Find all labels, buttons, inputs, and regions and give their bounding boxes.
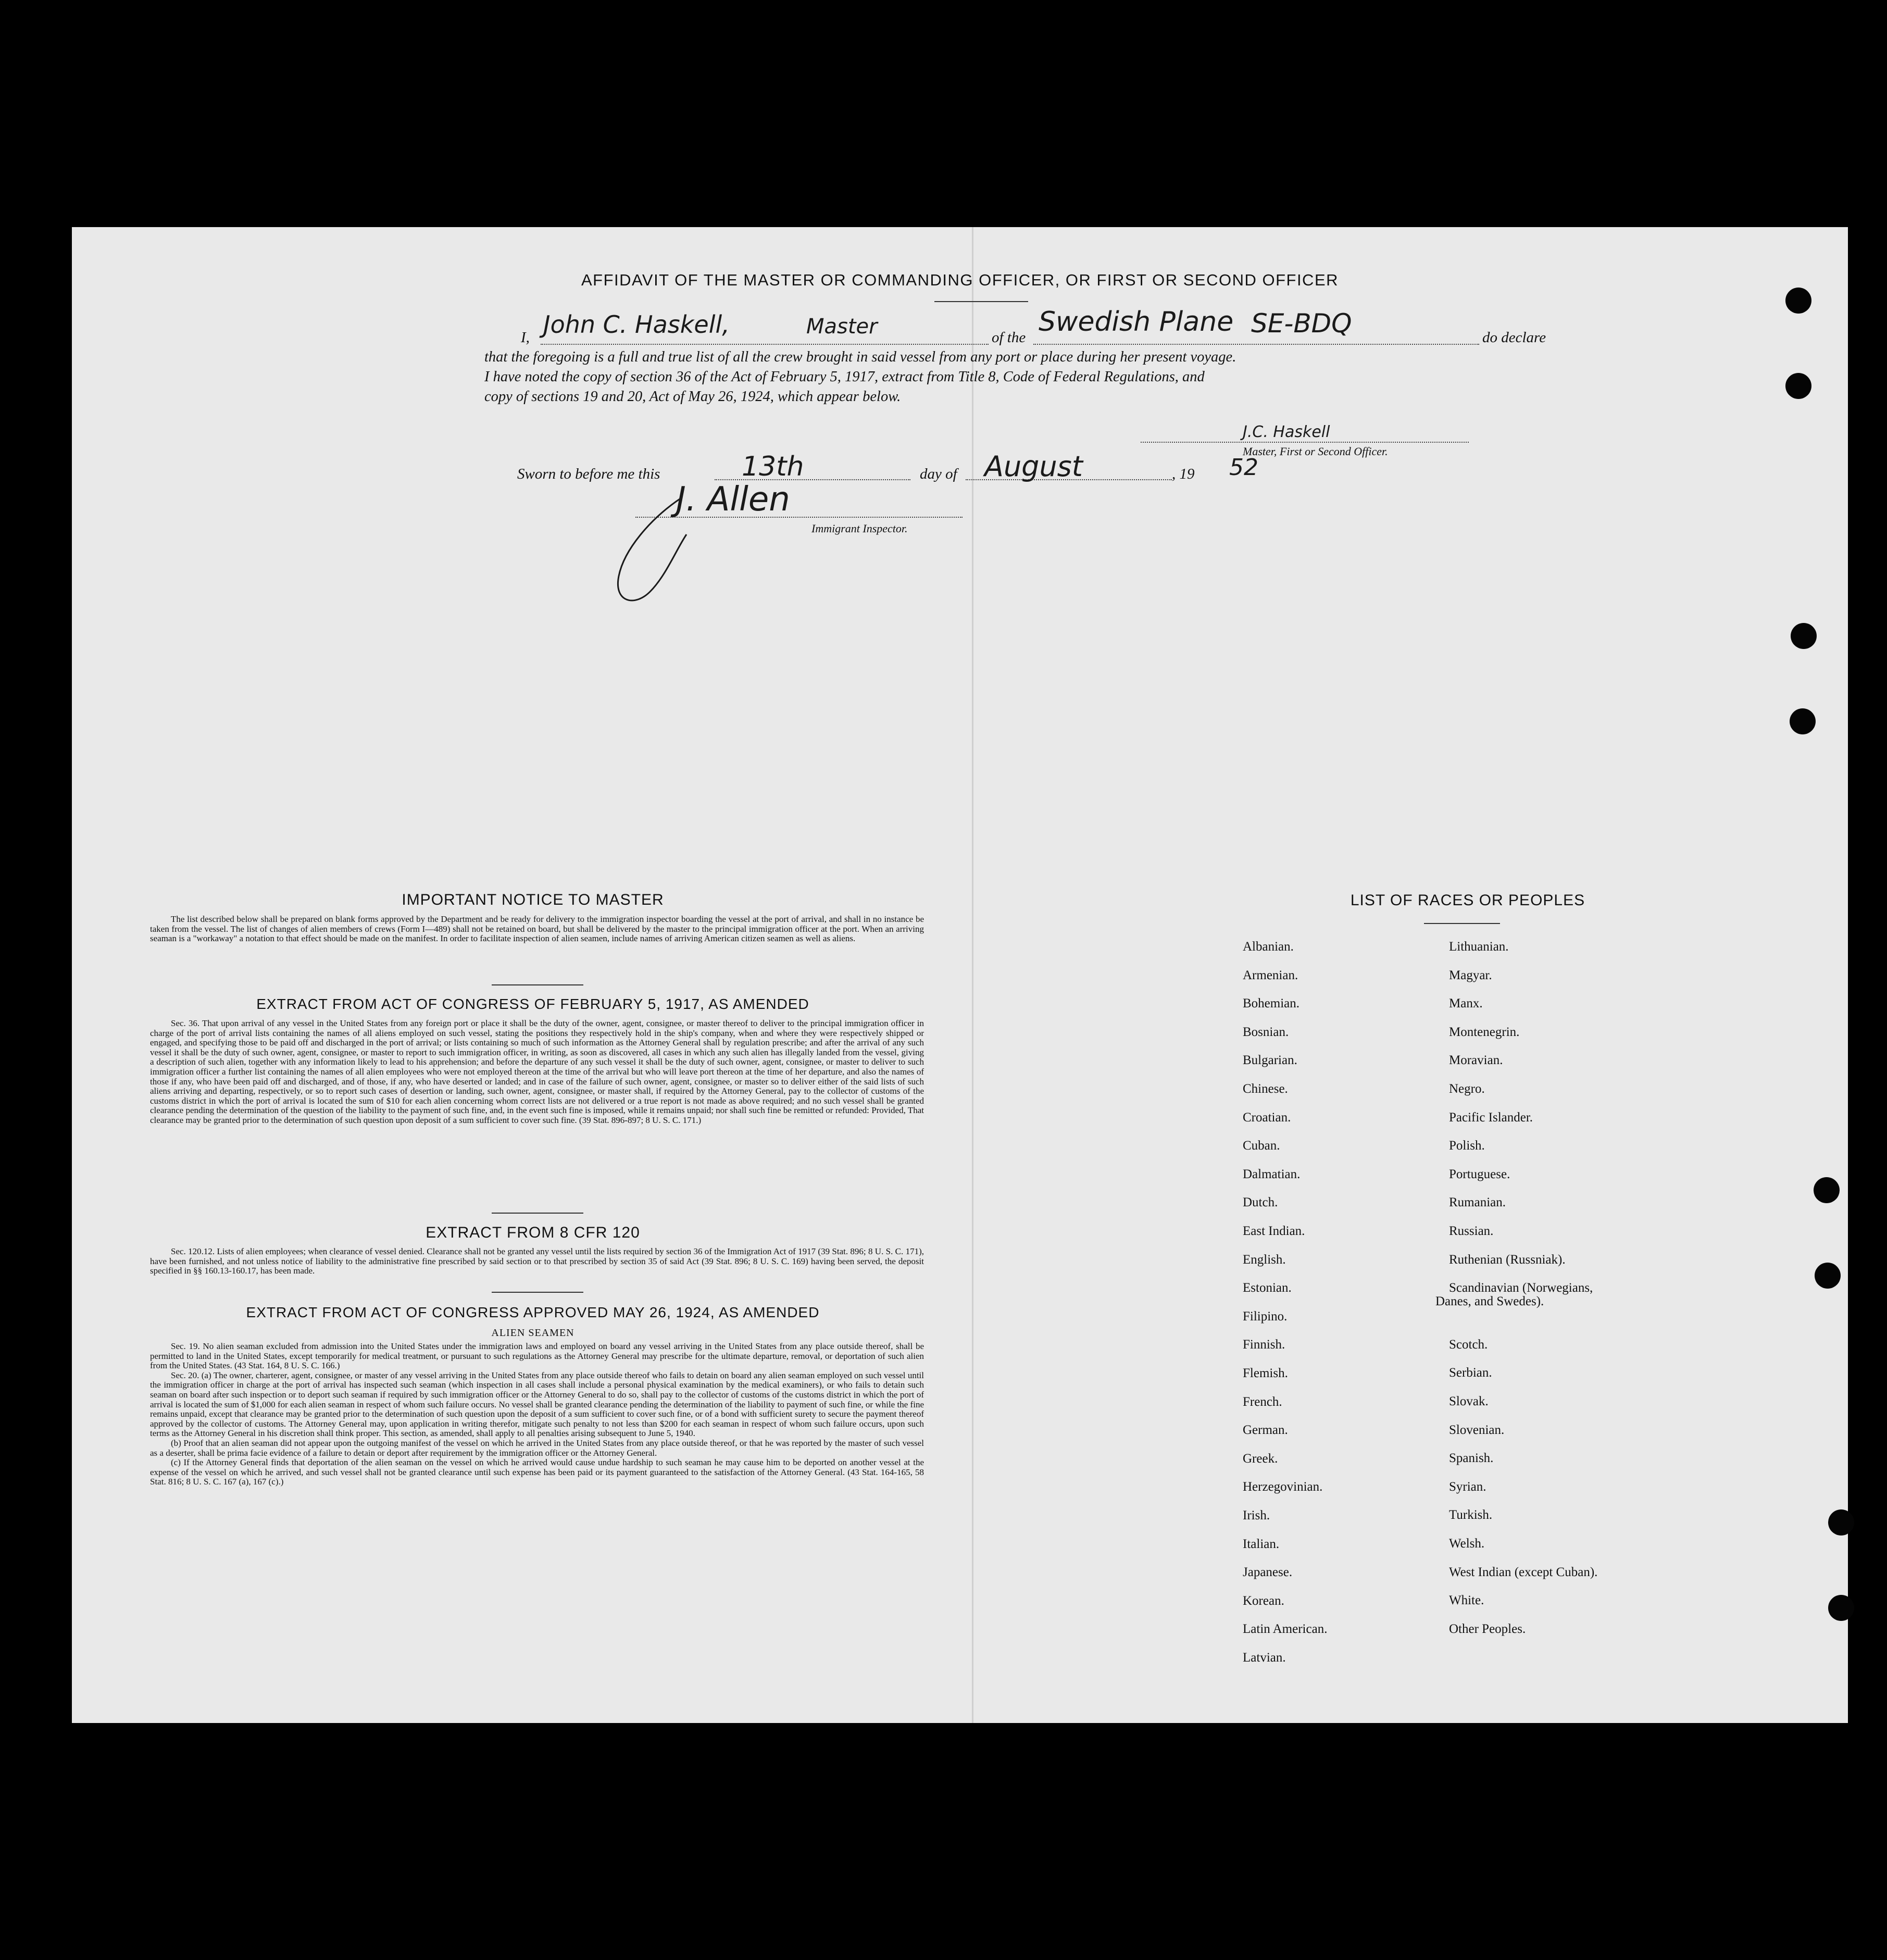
- race-item: Chinese.: [1243, 1082, 1288, 1096]
- race-item: Slovenian.: [1449, 1422, 1505, 1437]
- race-item: Irish.: [1243, 1508, 1270, 1522]
- extract8cfr-title: EXTRACT FROM 8 CFR 120: [426, 1224, 640, 1241]
- race-item: German.: [1243, 1423, 1288, 1438]
- affidavit-line1-prefix: I,: [521, 329, 530, 346]
- inspector-caption: Immigrant Inspector.: [811, 522, 908, 535]
- sworn-day-of: day of: [920, 466, 957, 482]
- race-item: Scandinavian (Norwegians,: [1449, 1281, 1593, 1295]
- race-item: Turkish.: [1449, 1508, 1493, 1522]
- handwritten-master-signature: J.C. Haskell: [1243, 423, 1330, 441]
- handwritten-vessel: Swedish Plane: [1039, 306, 1234, 338]
- extract1924-sec20a: Sec. 20. (a) The owner, charterer, agent, consignee, or master of any vessel arriving in the United States from any place outside thereof who fails to detain on board any alien seaman employed on such vessel until the immigration officer in charge at the port of arrival has inspected such seaman (which inspection in all cases shall include a personal physical examination by the medical examiners), or who fails to detain such seaman on board after such inspection or to deport such seaman if required by such immigration officer or the Attorney General to do so, shall pay to the collector of customs of the customs district in which the port of arrival is located the sum of $1,000 for each alien seaman in respect of whom such failure occurs. No vessel shall be granted clearance pending the determination of the liability to payment of such fine, or while the fine remains unpaid, except that clearance may be granted prior to the determination of such question upon the deposit of a sum sufficient to cover such fine, or of a bond with sufficient surety to secure the payment thereof approved by the collector of customs. The Attorney General may, upon application in writing therefor, mitigate such penalty to not less than $200 for each seaman in respect of whom such failure occurs, upon such terms as the Attorney General in his discretion shall think proper. This section, as amended, shall apply to all penalties arising subsequent to June 5, 1940.: [150, 1370, 924, 1439]
- race-item: Albanian.: [1243, 940, 1294, 954]
- race-item: Dutch.: [1243, 1195, 1278, 1210]
- race-item: Scotch.: [1449, 1337, 1488, 1352]
- punch-hole: [1791, 623, 1817, 649]
- section-divider: [492, 1292, 583, 1293]
- punch-hole: [1785, 373, 1811, 399]
- master-name-field: [541, 344, 989, 345]
- notice-paragraph: The list described below shall be prepared on blank forms approved by the Department and be ready for delivery to the immigration inspector boarding the vessel at the port of arrival, and shall in no instance be taken from the vessel. The list of changes of alien members of crews (Form I—489) shall not be retained on board, but shall be delivered by the master to the principal immigration officer at the port. When an arriving seaman is a "workaway" a notation to that effect should be made on the manifest. In order to facilitate inspection of alien seamen, include names of arriving American citizen seamen as well as aliens.: [150, 914, 924, 944]
- affidavit-title-rule: [934, 301, 1028, 302]
- handwritten-inspector-signature: J. Allen: [676, 480, 790, 519]
- race-item: Danes, and Swedes).: [1435, 1294, 1544, 1309]
- race-item: Flemish.: [1243, 1366, 1288, 1380]
- affidavit-line2: that the foregoing is a full and true list of all the crew brought in said vessel from any port or place during her present voyage.: [484, 349, 1236, 365]
- race-item: Greek.: [1243, 1451, 1278, 1466]
- race-item: Finnish.: [1243, 1338, 1285, 1352]
- extract1924-sec19: Sec. 19. No alien seaman excluded from admission into the United States under the immigration laws and employed on board any vessel arriving in the United States from any place outside thereof, shall be permitted to land in the United States, except temporarily for medical treatment, or pursuant to such regulations as the Attorney General may prescribe for the ultimate departure, removal, or deportation of such alien from the United States. (43 Stat. 164, 8 U. S. C. 166.): [150, 1341, 924, 1371]
- race-item: Lithuanian.: [1449, 940, 1509, 954]
- race-item: West Indian (except Cuban).: [1449, 1565, 1598, 1579]
- affidavit-title: AFFIDAVIT OF THE MASTER OR COMMANDING OFFICER, OR FIRST OR SECOND OFFICER: [581, 271, 1339, 289]
- race-item: Slovak.: [1449, 1394, 1489, 1408]
- race-item: Bulgarian.: [1243, 1053, 1297, 1068]
- race-item: East Indian.: [1243, 1224, 1305, 1238]
- fold-line: [972, 227, 973, 1723]
- race-item: Bohemian.: [1243, 996, 1300, 1011]
- extract1924-text: [150, 1342, 924, 1487]
- section-divider: [492, 984, 583, 985]
- race-item: English.: [1243, 1252, 1286, 1267]
- race-item: Japanese.: [1243, 1565, 1293, 1580]
- punch-hole: [1815, 1263, 1841, 1289]
- race-item: Bosnian.: [1243, 1025, 1289, 1039]
- race-item: Polish.: [1449, 1139, 1485, 1153]
- race-item: Dalmatian.: [1243, 1167, 1301, 1181]
- handwritten-registration: SE-BDQ: [1251, 308, 1352, 339]
- race-item: Ruthenian (Russniak).: [1449, 1252, 1566, 1267]
- handwritten-rank: Master: [806, 315, 878, 339]
- master-signature-caption: Master, First or Second Officer.: [1243, 445, 1388, 458]
- section-divider: [492, 1213, 583, 1214]
- race-item: Other Peoples.: [1449, 1621, 1526, 1636]
- race-item: Spanish.: [1449, 1451, 1494, 1466]
- notice-text: [150, 915, 924, 944]
- race-item: Armenian.: [1243, 968, 1298, 982]
- extract1917-text: [150, 1019, 924, 1126]
- extract1924-sec20c: (c) If the Attorney General finds that deportation of the alien seaman on the vessel on which he arrived would cause undue hardship to such seaman he may cause him to be deported on another vessel at the expense of the vessel on which he arrived, and such vessel shall not be granted clearance until such expense has been paid or its payment guaranteed to the satisfaction of the Attorney General. (43 Stat. 164-165, 58 Stat. 816; 8 U. S. C. 167 (a), 167 (c).): [150, 1457, 924, 1487]
- extract1924-title: EXTRACT FROM ACT OF CONGRESS APPROVED MAY 26, 1924, AS AMENDED: [246, 1304, 820, 1320]
- punch-hole: [1790, 708, 1816, 734]
- punch-hole: [1814, 1177, 1840, 1203]
- race-item: Latvian.: [1243, 1651, 1286, 1665]
- notice-title: IMPORTANT NOTICE TO MASTER: [402, 891, 664, 908]
- races-title: LIST OF RACES OR PEOPLES: [1350, 892, 1585, 909]
- affidavit-line3: I have noted the copy of section 36 of the Act of February 5, 1917, extract from Title 8, Code of Federal Regulations, and: [484, 369, 1205, 385]
- affidavit-line1-suffix: do declare: [1482, 329, 1546, 346]
- affidavit-line1-mid: of the: [992, 329, 1026, 346]
- punch-hole: [1828, 1509, 1854, 1535]
- extract1924-subtitle: ALIEN SEAMEN: [491, 1327, 574, 1339]
- race-item: Negro.: [1449, 1082, 1485, 1096]
- race-item: Filipino.: [1243, 1309, 1288, 1324]
- punch-hole: [1785, 288, 1811, 314]
- master-signature-field: [1141, 442, 1469, 443]
- vessel-name-field: [1033, 344, 1479, 345]
- race-item: Welsh.: [1449, 1537, 1485, 1551]
- race-item: Estonian.: [1243, 1281, 1292, 1295]
- sworn-prefix: Sworn to before me this: [517, 466, 660, 482]
- race-item: Italian.: [1243, 1537, 1280, 1551]
- races-title-rule: [1424, 923, 1500, 924]
- handwritten-day: 13th: [742, 451, 804, 482]
- race-item: White.: [1449, 1593, 1484, 1608]
- document-sheet: [72, 227, 1848, 1723]
- race-item: Montenegrin.: [1449, 1025, 1520, 1039]
- affidavit-line4: copy of sections 19 and 20, Act of May 26, 1924, which appear below.: [484, 389, 901, 405]
- race-item: Cuban.: [1243, 1139, 1280, 1153]
- sworn-year-prefix: , 19: [1172, 466, 1195, 482]
- race-item: Syrian.: [1449, 1479, 1486, 1494]
- race-item: Korean.: [1243, 1593, 1284, 1608]
- race-item: Moravian.: [1449, 1053, 1503, 1068]
- race-item: French.: [1243, 1394, 1282, 1409]
- race-item: Pacific Islander.: [1449, 1110, 1533, 1125]
- extract8cfr-text: [150, 1247, 924, 1276]
- handwritten-month: August: [984, 450, 1083, 483]
- race-item: Rumanian.: [1449, 1195, 1506, 1210]
- extract1917-title: EXTRACT FROM ACT OF CONGRESS OF FEBRUARY 5, 1917, AS AMENDED: [256, 996, 809, 1012]
- race-item: Herzegovinian.: [1243, 1480, 1323, 1494]
- race-item: Portuguese.: [1449, 1167, 1510, 1181]
- handwritten-year: 52: [1229, 454, 1258, 481]
- inspector-signature-flourish: [603, 488, 707, 613]
- race-item: Serbian.: [1449, 1366, 1492, 1380]
- extract8cfr-paragraph: Sec. 120.12. Lists of alien employees; when clearance of vessel denied. Clearance shall not be granted any vessel until the lists required by section 36 of the Immigration Act of 1917 (39 Stat. 896; 8 U. S. C. 171), have been furnished, and not unless notice of liability to the administrative fine prescribed by said section or to that prescribed by section 35 of said Act (39 Stat. 896; 8 U. S. C. 169) having been served, the deposit specified in §§ 160.13-160.17, has been made.: [150, 1246, 924, 1276]
- handwritten-master-name: John C. Haskell,: [543, 310, 730, 339]
- race-item: Latin American.: [1243, 1622, 1328, 1637]
- punch-hole: [1828, 1595, 1854, 1621]
- race-item: Manx.: [1449, 996, 1483, 1011]
- race-item: Croatian.: [1243, 1110, 1291, 1125]
- extract1917-paragraph: Sec. 36. That upon arrival of any vessel in the United States from any foreign port or place it shall be the duty of the owner, agent, consignee, or master thereof to deliver to the principal immigration officer in charge of the port of arrival lists containing the names of all aliens employed on such vessel, stating the positions they respectively hold in the ship's company, when and where they were respectively shipped or engaged, and specifying those to be paid off and discharged in the port of arrival; or lists containing so much of such information as the Attorney General shall by regulation prescribe; and after the arrival of any such vessel it shall be the duty of such owner, agent, consignee, or master to report to such immigration officer, in writing, as soon as discovered, all cases in which any such alien has illegally landed from the vessel, giving a description of such alien, together with any information likely to lead to his apprehension; and before the departure of any such vessel it shall be the duty of such owner, agent, consignee, or master to deliver to such immigration officer a further list containing the names of all alien employees who were not employed thereon at the time of the arrival but who will leave port thereon at the time of her departure, and also the names of those if any, who have been paid off and discharged, and of those, if any, who have deserted or landed; and in case of the failure of such owner, agent, consignee, or master so to deliver either of the said lists of such aliens arriving and departing, respectively, or so to report such cases of desertion or landing, such owner, agent, consignee, or master shall, if required by the Attorney General, pay to the collector of customs of the customs district in which the port of arrival is located the sum of $10 for each alien concerning whom correct lists are not delivered or a true report is not made as above required; and no such vessel shall be granted clearance pending the determination of the question of the liability to the payment of such fine, and, in the event such fine is imposed, while it remains unpaid; nor shall such fine be remitted or refunded: Provided, That clearance may be granted prior to the determination of such question upon deposit of a sum sufficient to cover such fine. (39 Stat. 896-897; 8 U. S. C. 171.): [150, 1018, 924, 1125]
- extract1924-sec20b: (b) Proof that an alien seaman did not appear upon the outgoing manifest of the vessel on which he arrived in the United States from any place outside thereof, or that he was reported by the master of such vessel as a deserter, shall be prima facie evidence of a failure to detain or deport after requirement by the immigration officer or the Attorney General.: [150, 1438, 924, 1458]
- race-item: Magyar.: [1449, 968, 1492, 982]
- race-item: Russian.: [1449, 1224, 1494, 1238]
